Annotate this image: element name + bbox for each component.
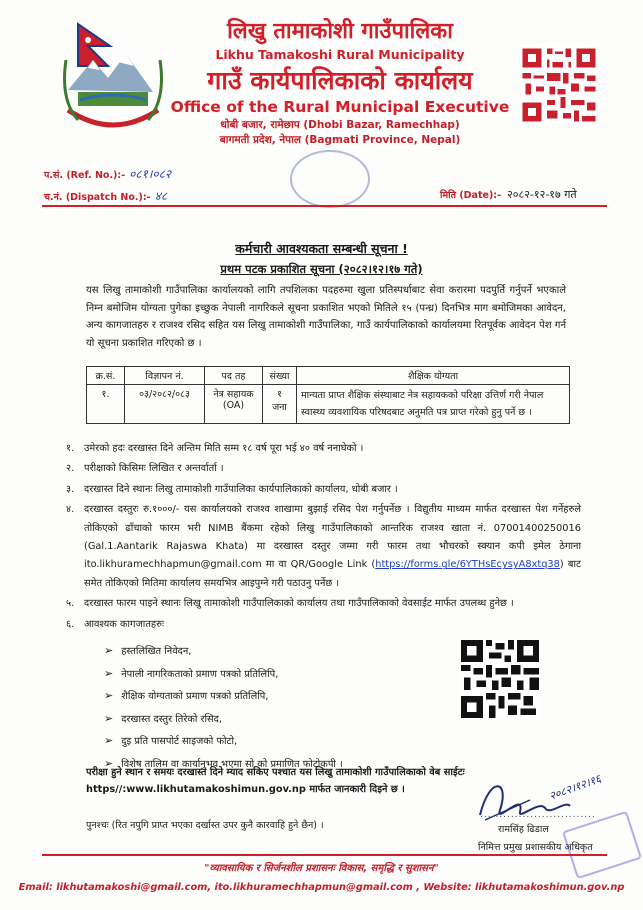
address-line-1: धोबी बजार, रामेछाप (Dhobi Bazar, Ramechhap) bbox=[220, 119, 460, 131]
dispatch-number-value: ४८ bbox=[154, 189, 168, 203]
vacancy-table bbox=[86, 366, 570, 424]
application-qr-code-icon[interactable] bbox=[461, 640, 539, 718]
table-cell-post: नेत्र सहायक (OA) bbox=[205, 385, 263, 424]
office-name-np: गाउँ कार्यपालिकाको कार्यालय bbox=[207, 66, 473, 95]
table-header: पद तह bbox=[205, 367, 263, 385]
qr-code-icon bbox=[520, 42, 598, 128]
table-header: शैक्षिक योग्यता bbox=[297, 367, 570, 385]
table-header: क्र.सं. bbox=[87, 367, 125, 385]
signature-date: २०८२।१२।१६ bbox=[547, 772, 603, 803]
ref-number-value: ०८१।०८२ bbox=[129, 167, 172, 181]
list-item: २. परीक्षाको किसिमः लिखित र अन्तर्वार्ता । bbox=[66, 463, 224, 475]
notice-title: कर्मचारी आवश्यकता सम्बन्धी सूचना ! bbox=[235, 241, 408, 256]
dispatch-number: च.नं. (Dispatch No.):- ४८ bbox=[44, 189, 168, 203]
notice-subtitle: प्रथम पटक प्रकाशित सूचना (२०८२।१२।१७ गते) bbox=[220, 262, 423, 276]
notice-date-value: २०८२-१२-१७ गते bbox=[507, 188, 577, 201]
office-name-en: Office of the Rural Municipal Executive bbox=[170, 98, 510, 116]
document-item: ➢ हस्तलिखित निवेदन, bbox=[104, 640, 343, 663]
table-cell-ad-no: ०३/२०८२/०८३ bbox=[125, 385, 205, 424]
conditions-list bbox=[66, 440, 581, 636]
signature-line: .............................. bbox=[480, 810, 596, 820]
footer-contact: Email: likhutamakoshi@gmail.com, ito.likhuramechhapmun@gmail.com , Website: likhutamakoshimun.gov.np bbox=[18, 882, 625, 893]
list-item: १. उमेरको हदः दरखास्त दिने अन्तिम मिति सम्म १८ वर्ष पूरा भई ४० वर्ष ननाघेको । bbox=[66, 443, 364, 454]
postscript-note: पुनश्चः (रित नपुगि प्राप्त भएका दर्खास्त उपर कुनै कारवाहि हुने छैन) । bbox=[86, 820, 324, 831]
municipality-logo-icon bbox=[58, 20, 168, 138]
office-stamp-icon bbox=[290, 150, 370, 208]
exam-notice: परीक्षा हुने स्थान र समयः दरखास्त दिने म्याद सकिए पश्चात यस लिखु तामाकोशी गाउँपालिकाको वेब साईटः https//:www.likhutamakoshimun.gov.np मार्फत जानकारी दिइने छ । bbox=[86, 767, 465, 795]
required-documents-list bbox=[104, 640, 343, 775]
municipality-name-en: Likhu Tamakoshi Rural Municipality bbox=[215, 47, 465, 62]
list-item: ५. दरखास्त फारम पाइने स्थानः लिखु तामाकोशी गाउँपालिकाको कार्यालय तथा गाउँपालिकाको वेवसाईट मार्फत उपलब्ध हुनेछ । bbox=[66, 598, 514, 610]
table-cell-count: १ जना bbox=[263, 385, 297, 424]
table-row bbox=[87, 385, 570, 424]
table-cell-sn: १. bbox=[87, 385, 125, 424]
document-item: ➢ शैक्षिक योग्यताको प्रमाण पत्रको प्रतिलिपि, bbox=[104, 685, 343, 708]
list-item: ६. आवश्यक कागजातहरुः bbox=[66, 618, 164, 630]
table-cell-qualification: मान्यता प्राप्त शैक्षिक संस्थाबाट नेत्र सहायकको परिक्षा उत्तिर्ण गरी नेपाल स्वास्थ्य व्यवशायिक परिषदबाट अनुमति पत्र प्राप्त गरेको हुनु पर्ने छ । bbox=[297, 385, 570, 424]
footer-motto: "व्यावसायिक र सिर्जनशील प्रशासनः विकास, समृद्धि र सुशासन" bbox=[204, 863, 439, 874]
table-header: विज्ञापन नं. bbox=[125, 367, 205, 385]
signatory-name: रामसिंह ढिडाल bbox=[498, 824, 549, 835]
document-item: ➢ दुइ प्रति पासपोर्ट साइजको फोटो, bbox=[104, 730, 343, 753]
letterhead bbox=[170, 18, 510, 148]
notice-paragraph: यस लिखु तामाकोशी गाउँपालिका कार्यालयको लागि तपशिलका पदहरुमा खुला प्रतिस्पर्धाबाट सेवा करारमा पदपुर्ति गर्नुपर्ने भएकाले निम्न बमोजिम योग्यता पुगेका इच्छुक नेपाली नागरिकले सूचना प्रकाशित भएको मितिले १५ (पन्ध्र) दिनभित्र माग बमोजिमका आवेदन, अन्य कागजातहरु र राजश्व रसिद सहित यस लिखु तामाकोशी गाउँपालिका, गाउँ कार्यपालिकाको कार्यालयमा रितपूर्वक आवेदन पेश गर्न यो सूचना प्रकाशित गरिएको छ । bbox=[86, 285, 566, 349]
header-divider bbox=[42, 205, 607, 207]
list-item: ४. दरखास्त दस्तुरः रु.१०००/- यस कार्यालयको राजश्व शाखामा बुझाई रसिद पेश गर्नुपर्नेछ । विद्युतीय माध्यम मार्फत दरखास्त पेश गर्नेहरुले तोकिएको ढाँचाको फारम भरी NIMB बैंकमा रहेको लिखु गाउँपालिकाको आन्तरिक राजश्व खाता नं. 07001400250016 (Gal.1.Aantarik Rajaswa Khata) मा दरखास्त दस्तुर जम्मा गरी फारम तथा भौचरको स्क्यान कपी इमेल ठेगाना ito.likhuramechhapmun@gmail.com मा वा QR/Google Link (https://forms.gle/6YTHsEcysyA8xtq38) बाट समेत तोकिएको मितिमा कार्यालय समयभित्र आइपुग्ने गरी पठाउनु पर्नेछ । bbox=[66, 504, 581, 589]
table-header: संख्या bbox=[263, 367, 297, 385]
list-item: ३. दरखास्त दिने स्थानः लिखु तामाकोशी गाउँपालिका कार्यपालिकाको कार्यालय, धोबी बजार । bbox=[66, 483, 398, 495]
address-line-2: बागमती प्रदेश, नेपाल (Bagmati Province, Nepal) bbox=[219, 134, 461, 146]
signatory-title: निमित्त प्रमुख प्रशासकीय अधिकृत bbox=[478, 842, 593, 853]
notice-date: मिति (Date):- २०८२-१२-१७ गते bbox=[440, 188, 577, 201]
document-item: ➢ नेपाली नागरिकताको प्रमाण पत्रको प्रतिलिपि, bbox=[104, 663, 343, 686]
ref-number: प.सं. (Ref. No.):- ०८१।०८२ bbox=[44, 167, 172, 181]
document-item: ➢ विशेष तालिम वा कार्यानुभव भएमा सो को प्रमाणित फोटोकपी । bbox=[104, 753, 343, 776]
municipality-name-np: लिखु तामाकोशी गाउँपालिका bbox=[227, 19, 453, 44]
table-header-row bbox=[87, 367, 570, 385]
google-form-link[interactable]: https://forms.gle/6YTHsEcysyA8xtq38 bbox=[375, 559, 560, 571]
document-item: ➢ दरखास्त दस्तुर तिरेको रसिद, bbox=[104, 708, 343, 731]
footer-divider bbox=[42, 854, 607, 856]
